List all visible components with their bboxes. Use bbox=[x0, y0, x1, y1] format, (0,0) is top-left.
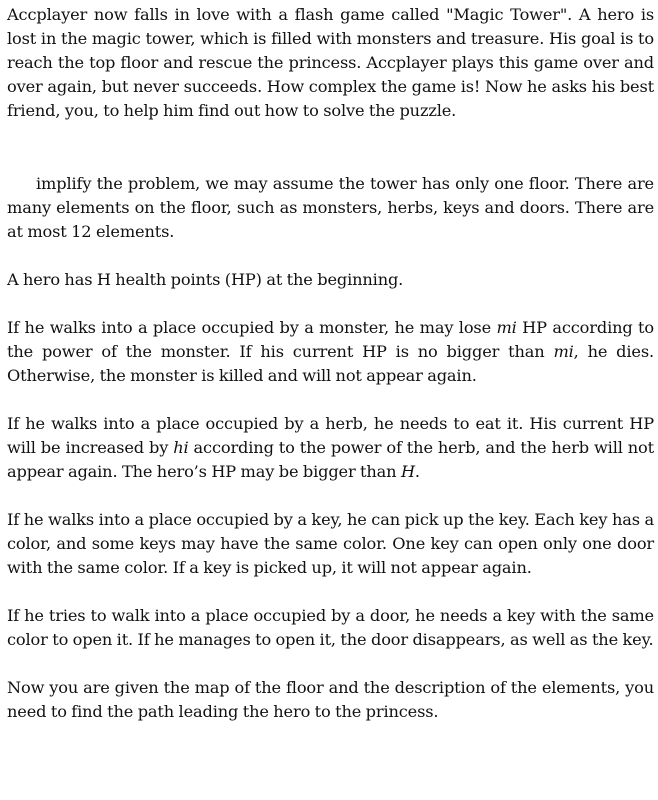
herb-variable-hi: hi bbox=[173, 438, 189, 457]
monster-text-1: If he walks into a place occupied by a monster, he may lose bbox=[7, 318, 497, 337]
simplify-paragraph: implify the problem, we may assume the tower has only one floor. There are many elements on the floor, such as monsters, herbs, keys and doors. There are at most 12 elements. bbox=[7, 174, 654, 241]
monster-variable-mi: mi bbox=[496, 318, 517, 337]
herb-text-1: If he walks into a place occupied by a herb, he needs to eat it. His current HP will be increased by bbox=[7, 414, 654, 457]
monster-text-2: HP according to the power of the monster. If his current HP is no bigger than bbox=[7, 318, 655, 361]
hero-hp-paragraph: A hero has H health points (HP) at the beginning. bbox=[7, 270, 404, 289]
monster-paragraph bbox=[7, 316, 654, 388]
key-paragraph: If he walks into a place occupied by a key, he can pick up the key. Each key has a color, and some keys may have the same color. One key can open only one door with the same color. If a key is picked up, it will not appear again. bbox=[7, 510, 654, 577]
herb-text-2: according to the power of the herb, and the herb will not appear again. The hero’s HP may be bigger than bbox=[7, 438, 654, 481]
monster-variable-mi-2: mi bbox=[553, 342, 574, 361]
herb-paragraph bbox=[7, 412, 654, 484]
herb-variable-h: H bbox=[400, 462, 415, 481]
task-paragraph: Now you are given the map of the floor and the description of the elements, you need to find the path leading the hero to the princess. bbox=[7, 678, 654, 721]
monster-text-3: , he dies. Otherwise, the monster is killed and will not appear again. bbox=[7, 342, 654, 385]
intro-paragraph: Accplayer now falls in love with a flash game called "Magic Tower". A hero is lost in the magic tower, which is filled with monsters and treasure. His goal is to reach the top floor and rescue the princess. Accplayer plays this game over and over again, but never succeeds. How complex the game is! Now he asks his best friend, you, to help him find out how to solve the puzzle. bbox=[7, 5, 654, 120]
door-paragraph: If he tries to walk into a place occupied by a door, he needs a key with the same color to open it. If he manages to open it, the door disappears, as well as the key. bbox=[7, 606, 654, 649]
herb-text-3: . bbox=[414, 462, 420, 481]
problem-statement bbox=[7, 3, 654, 724]
